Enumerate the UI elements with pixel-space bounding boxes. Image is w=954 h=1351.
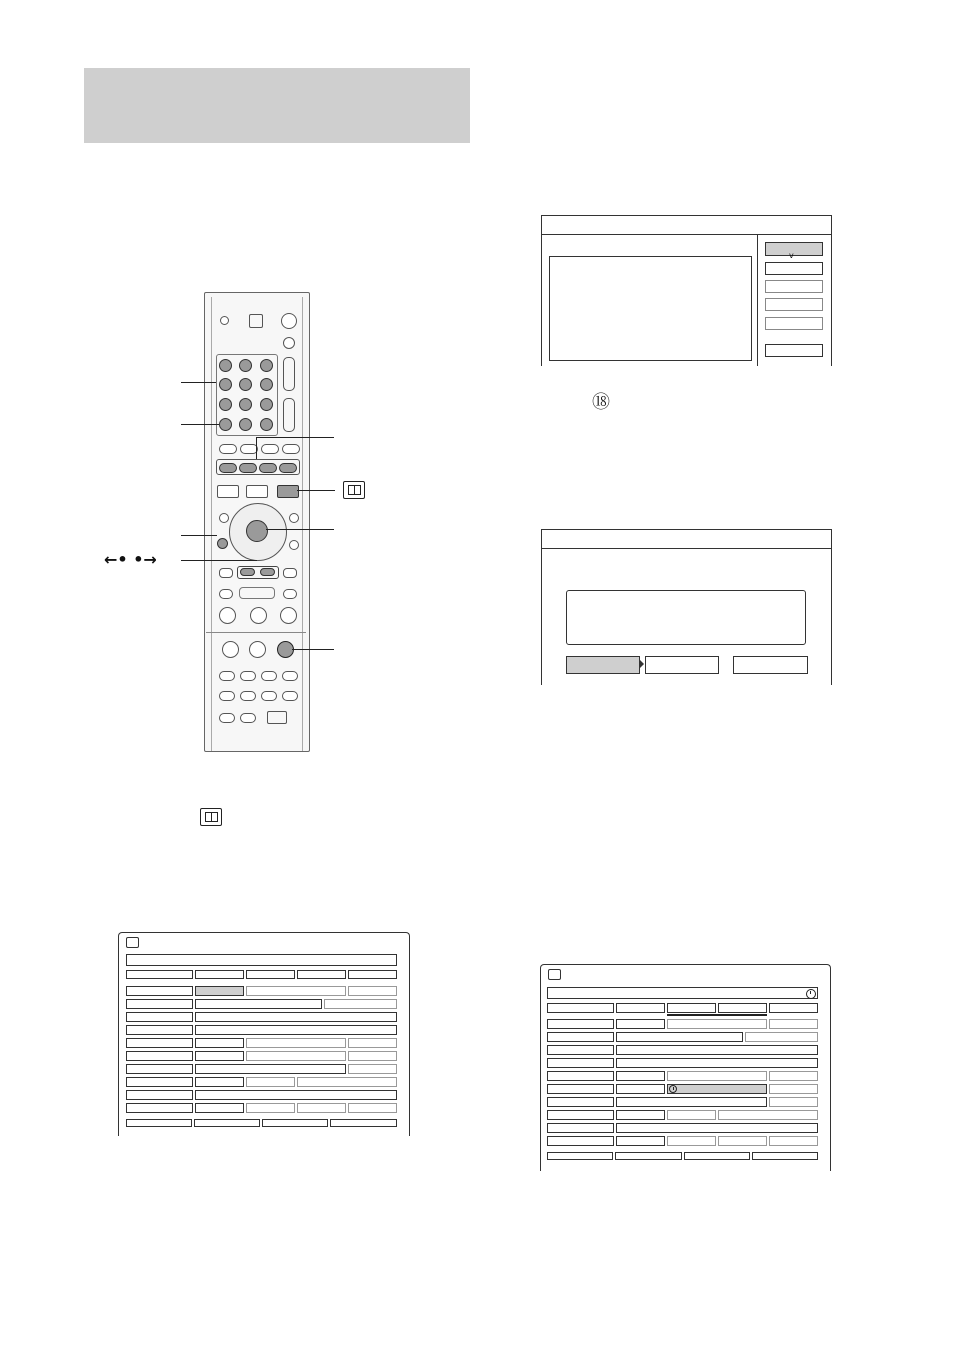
footer-button[interactable] [126,1119,192,1127]
grid-cell[interactable] [616,1071,665,1081]
menu-option[interactable] [765,262,823,275]
number-key-5 [239,378,252,391]
stop-button-upper [280,607,297,624]
grid-cell [547,1097,614,1107]
grid-cell-selected[interactable] [667,1084,767,1094]
grid-cell[interactable] [616,1058,818,1068]
grid-cell [718,1003,767,1013]
grid-cell[interactable] [348,1103,397,1113]
number-key-7 [219,398,232,411]
remote-rect-button [246,485,268,498]
footer-button[interactable] [194,1119,260,1127]
info-text-panel [549,256,752,361]
next-button [283,589,297,599]
footer-button[interactable] [330,1119,397,1127]
grid-cell [126,1051,193,1061]
grid-cell[interactable] [246,1038,346,1048]
dialog-button-selected[interactable] [566,656,640,674]
grid-header-bar [126,954,397,966]
number-key-enter [219,418,232,431]
confirmation-message-box [566,590,806,645]
remote-side-button [219,513,229,523]
remote-small-button [220,316,229,325]
grid-cell [547,1136,614,1146]
footer-button[interactable] [752,1152,818,1160]
remote-pill-button [219,568,233,578]
grid-cell[interactable] [616,1136,665,1146]
scan-buttons-group [239,587,275,599]
grid-cell[interactable] [195,1077,244,1087]
remote-pill-button [219,444,237,454]
remote-input-button [283,337,295,349]
number-key-3 [260,359,273,372]
remote-pill-button [219,671,235,681]
number-key-4 [219,378,232,391]
play-button [219,607,236,624]
remote-pill-button [282,444,300,454]
step-marker-18: ⑱ [592,392,610,413]
remote-power-button [281,313,297,329]
dialog-button[interactable] [645,656,719,674]
grid-cell [246,970,295,979]
grid-cell[interactable] [616,1110,665,1120]
menu-option[interactable] [765,317,823,330]
dialog-divider [757,234,758,366]
remote-pill-button [240,691,256,701]
grid-cell[interactable] [297,1077,397,1087]
remote-open-close-icon [249,314,263,328]
guide-book-icon [343,481,365,499]
grid-cell[interactable] [195,1064,346,1074]
grid-cell [126,970,193,979]
grid-cell [547,1058,614,1068]
column-underline [667,1014,767,1016]
grid-cell[interactable] [718,1110,818,1120]
grid-cell[interactable] [616,1045,818,1055]
grid-cell[interactable] [769,1084,818,1094]
grid-cell [126,1077,193,1087]
callout-line-dpad [266,529,334,530]
grid-cell [126,986,193,996]
remote-pill-button [261,444,279,454]
chevron-down-icon: v [789,251,794,260]
grid-cell [547,1110,614,1120]
menu-option[interactable] [765,298,823,311]
grid-header-bar [547,987,818,999]
grid-cell[interactable] [246,986,346,996]
number-key-extra [260,418,273,431]
grid-cell [547,1003,614,1013]
grid-cell-selected[interactable] [195,986,244,996]
tv-icon [126,937,139,948]
grid-cell[interactable] [195,999,322,1009]
color-button [259,463,277,473]
grid-cell[interactable] [769,1071,818,1081]
remote-rect-button [217,485,239,498]
remote-pill-button [240,713,256,723]
remote-side-button [289,513,299,523]
grid-cell [547,1084,614,1094]
clock-icon [669,1085,677,1093]
callout-line-color-buttons [256,437,334,438]
footer-button[interactable] [684,1152,750,1160]
grid-cell [667,1003,716,1013]
grid-cell[interactable] [667,1110,716,1120]
grid-cell[interactable] [616,1097,767,1107]
grid-cell [126,1103,193,1113]
dialog-button[interactable] [733,656,808,674]
grid-cell[interactable] [616,1019,665,1029]
footer-button[interactable] [547,1152,613,1160]
grid-cell[interactable] [246,1103,295,1113]
grid-cell[interactable] [348,986,397,996]
grid-cell[interactable] [324,999,397,1009]
grid-cell[interactable] [348,1064,397,1074]
grid-cell [547,1071,614,1081]
grid-cell [297,970,346,979]
grid-cell[interactable] [195,1012,397,1022]
grid-cell [126,1064,193,1074]
menu-option-bottom[interactable] [765,344,823,357]
number-key-8 [239,398,252,411]
remote-pill-button [219,713,235,723]
grid-cell[interactable] [195,1038,244,1048]
tv-icon [548,969,561,980]
grid-cell[interactable] [769,1136,818,1146]
grid-cell[interactable] [246,1051,346,1061]
menu-option-selected[interactable] [765,242,823,256]
grid-cell[interactable] [718,1136,767,1146]
grid-cell [126,999,193,1009]
footer-button[interactable] [262,1119,328,1127]
guide-button [277,485,299,498]
selection-pointer-icon [639,659,644,669]
remote-pill-button [261,671,277,681]
number-key-9 [260,398,273,411]
enter-button [246,520,268,542]
grid-cell[interactable] [195,1103,244,1113]
number-key-1 [219,359,232,372]
grid-cell[interactable] [616,1123,818,1133]
return-button [217,538,228,549]
grid-cell [126,1012,193,1022]
remote-pill-button [219,691,235,701]
remote-pill-button [283,568,297,578]
color-button [239,463,257,473]
grid-cell[interactable] [348,1051,397,1061]
remote-pill-button [282,691,298,701]
grid-cell[interactable] [246,1077,295,1087]
grid-cell[interactable] [667,1071,767,1081]
grid-cell [126,1038,193,1048]
grid-cell[interactable] [616,1084,665,1094]
volume-rocker [283,357,295,391]
callout-line-instant-buttons [181,560,257,561]
arrow-left-right-icon: ←• •→ [104,550,157,569]
channel-rocker [283,398,295,432]
grid-cell[interactable] [667,1136,716,1146]
dialog-titlebar [542,216,831,235]
grid-cell [126,1025,193,1035]
number-key-6 [260,378,273,391]
callout-line-number-buttons [181,382,216,383]
grid-cell[interactable] [195,1051,244,1061]
grid-cell [547,1045,614,1055]
callout-line-return-button [181,535,217,536]
instant-replay-button [240,568,255,576]
grid-cell [547,1019,614,1029]
grid-cell[interactable] [745,1032,818,1042]
grid-cell [348,970,397,979]
grid-cell[interactable] [348,1038,397,1048]
number-key-0 [239,418,252,431]
grid-cell[interactable] [297,1103,346,1113]
pause-button [250,607,267,624]
grid-cell [547,1032,614,1042]
dialog-titlebar [542,530,831,549]
guide-book-icon-inline [200,808,222,826]
remote-pill-button [261,691,277,701]
callout-line-enter-key [181,424,219,425]
menu-option[interactable] [765,280,823,293]
callout-line-stop-button [292,649,334,650]
grid-cell[interactable] [195,1025,397,1035]
grid-cell [547,1123,614,1133]
grid-cell [616,1003,665,1013]
grid-cell[interactable] [616,1032,743,1042]
rec-pause-button [249,641,266,658]
record-button [222,641,239,658]
clock-icon [806,989,816,999]
grid-cell [195,970,244,979]
number-key-2 [239,359,252,372]
color-button [219,463,237,473]
callout-line-color-buttons-vertical [256,437,257,459]
remote-pill-button [282,671,298,681]
grid-cell[interactable] [769,1097,818,1107]
color-button [279,463,297,473]
footer-button[interactable] [615,1152,682,1160]
grid-cell [769,1003,818,1013]
grid-cell [126,1090,193,1100]
remote-side-button [289,540,299,550]
section-header-band [84,68,470,143]
remote-slide-switch [267,711,287,724]
callout-line-guide-button [297,490,335,491]
grid-cell[interactable] [195,1090,397,1100]
remote-pill-button [240,671,256,681]
grid-cell[interactable] [769,1019,818,1029]
grid-cell[interactable] [667,1019,767,1029]
instant-advance-button [260,568,275,576]
prev-button [219,589,233,599]
